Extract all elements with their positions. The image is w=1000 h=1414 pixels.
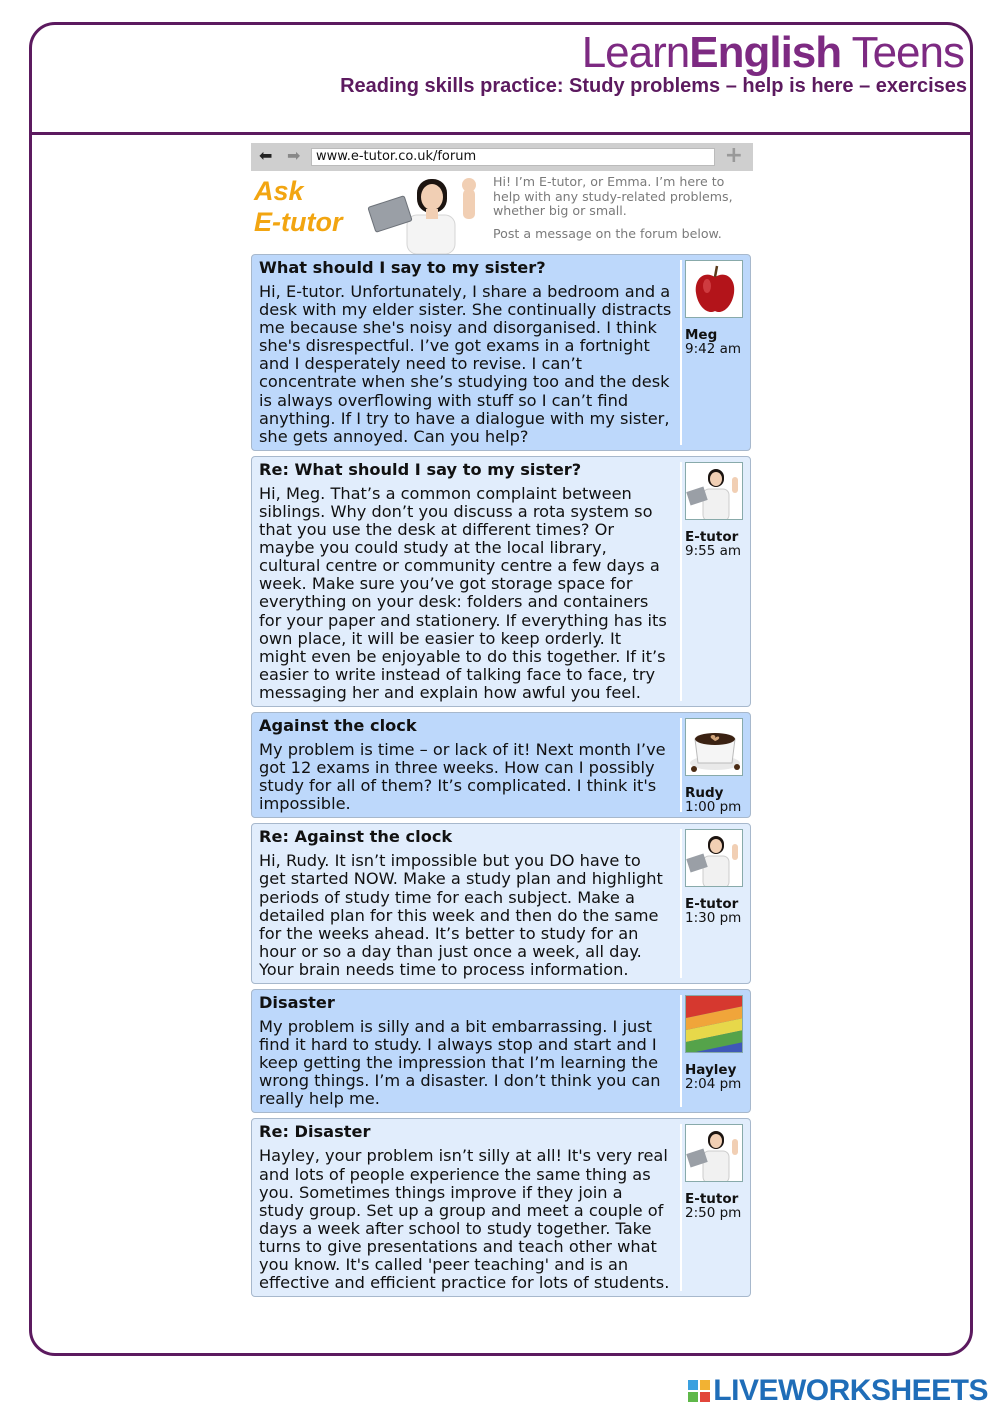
apple-avatar [685, 260, 743, 318]
post-title: What should I say to my sister? [259, 258, 546, 277]
forum-post [251, 456, 751, 707]
post-meta [680, 718, 746, 815]
forum-post [251, 989, 751, 1113]
forward-arrow-icon[interactable]: ➡ [287, 146, 301, 165]
post-meta [680, 995, 746, 1107]
liveworksheets-mark-icon [688, 1380, 710, 1402]
post-time: 2:50 pm [685, 1205, 742, 1222]
post-title: Against the clock [259, 715, 417, 735]
forum-post [251, 1118, 751, 1297]
forum-post [251, 254, 751, 451]
post-title: Re: Against the clock [259, 827, 453, 847]
forum-header [251, 171, 753, 254]
tutor-hero-illustration [365, 171, 493, 254]
ask-etutor-title: Ask E-tutor [254, 176, 343, 237]
post-body: My problem is time – or lack of it! Next month I’ve got 12 exams in three weeks. How can I possibly study for all of them? It’s complicated. I think it's impossible. [259, 739, 666, 814]
post-author: Hayley [685, 1062, 737, 1078]
post-meta [680, 462, 746, 701]
page-subtitle: Reading skills practice: Study problems – help is here – exercises [340, 75, 967, 97]
post-author: E-tutor [685, 528, 739, 545]
post-time: 1:30 pm [685, 910, 742, 927]
browser-toolbar [251, 143, 753, 171]
new-tab-plus-icon[interactable]: + [724, 143, 743, 168]
intro-instruction: Post a message on the forum below. [493, 225, 722, 241]
post-time: 9:42 am [685, 341, 742, 357]
post-body: Hi, Rudy. It isn’t impossible but you DO have to get started NOW. Make a study plan and highlight periods of study time for each subject. Make a detailed plan for this week and then do the same for the weeks ahead. It’s better to study for an hour or so a day than just once a week, all day. Your brain needs time to process information. [259, 851, 663, 979]
rainbow-avatar [685, 995, 743, 1053]
forum-post [251, 712, 751, 818]
post-meta [680, 829, 746, 978]
post-author: Meg [685, 327, 718, 343]
post-body: Hayley, your problem isn’t silly at all! It's very real and lots of people experience the same thing as you. Sometimes things improve if they join a study group. Set up a group and meet a couple of days a week after school to study together. Take turns to give presentations and teach other what you know. It's called 'peer teaching' and is an effective and efficient practice for lots of students. [259, 1146, 670, 1293]
tutor-avatar [685, 829, 743, 887]
tutor-avatar [685, 1124, 743, 1182]
post-title: Re: What should I say to my sister? [259, 459, 582, 479]
tutor-avatar [685, 462, 743, 520]
coffee-avatar [685, 718, 743, 776]
post-body: Hi, Meg. That’s a common complaint between siblings. Why don’t you discuss a rota system so that you use the desk at different times? Or maybe you could study at the local library, cultural centre or community centre a few days a week. Make sure you’ve got storage space for everything on your desk: folders and containers for your paper and stationery. If everything has its own place, it will be easier to keep orderly. It might even be enjoyable to do this together. If it’s easier to write instead of talking face to face, try messaging her and explain how awful you feel. [259, 483, 667, 702]
post-meta [680, 260, 746, 445]
post-body: My problem is silly and a bit embarrassing. I just find it hard to study. I always stop and start and I keep getting the impression that I’m learning the wrong things. I’m a disaster. I don’t think you can really help me. [259, 1017, 661, 1109]
post-author: E-tutor [685, 1191, 739, 1208]
url-bar[interactable]: www.e-tutor.co.uk/forum [311, 148, 715, 166]
header-rule [32, 132, 970, 135]
post-time: 9:55 am [685, 542, 742, 559]
forum-post [251, 823, 751, 984]
brand-logo: LearnEnglish Teens [581, 28, 964, 77]
back-arrow-icon[interactable]: ⬅ [259, 146, 273, 165]
tutor-intro [493, 175, 753, 241]
post-title: Re: Disaster [259, 1122, 371, 1142]
post-author: E-tutor [685, 896, 739, 913]
intro-text: Hi! I’m E-tutor, or Emma. I’m here to help with any study-related problems, whether big or small. [493, 174, 733, 218]
post-author: Rudy [685, 784, 724, 801]
forum-browser [251, 143, 753, 1302]
post-title: Disaster [259, 993, 335, 1012]
post-time: 1:00 pm [685, 798, 742, 815]
liveworksheets-logo[interactable]: LIVEWORKSHEETS [688, 1374, 988, 1408]
post-meta [680, 1124, 746, 1291]
post-body: Hi, E-tutor. Unfortunately, I share a bedroom and a desk with my elder sister. She continually distracts me because she's noisy and disorganised. I think she's disrespectful. I’ve got exams in a fortnight and I desperately need to revise. I can’t concentrate when she’s studying too and the desk is always overflowing with stuff so I can’t find anything. If I try to have a dialogue with my sister, she gets annoyed. Can you help? [259, 282, 672, 446]
post-time: 2:04 pm [685, 1076, 742, 1092]
